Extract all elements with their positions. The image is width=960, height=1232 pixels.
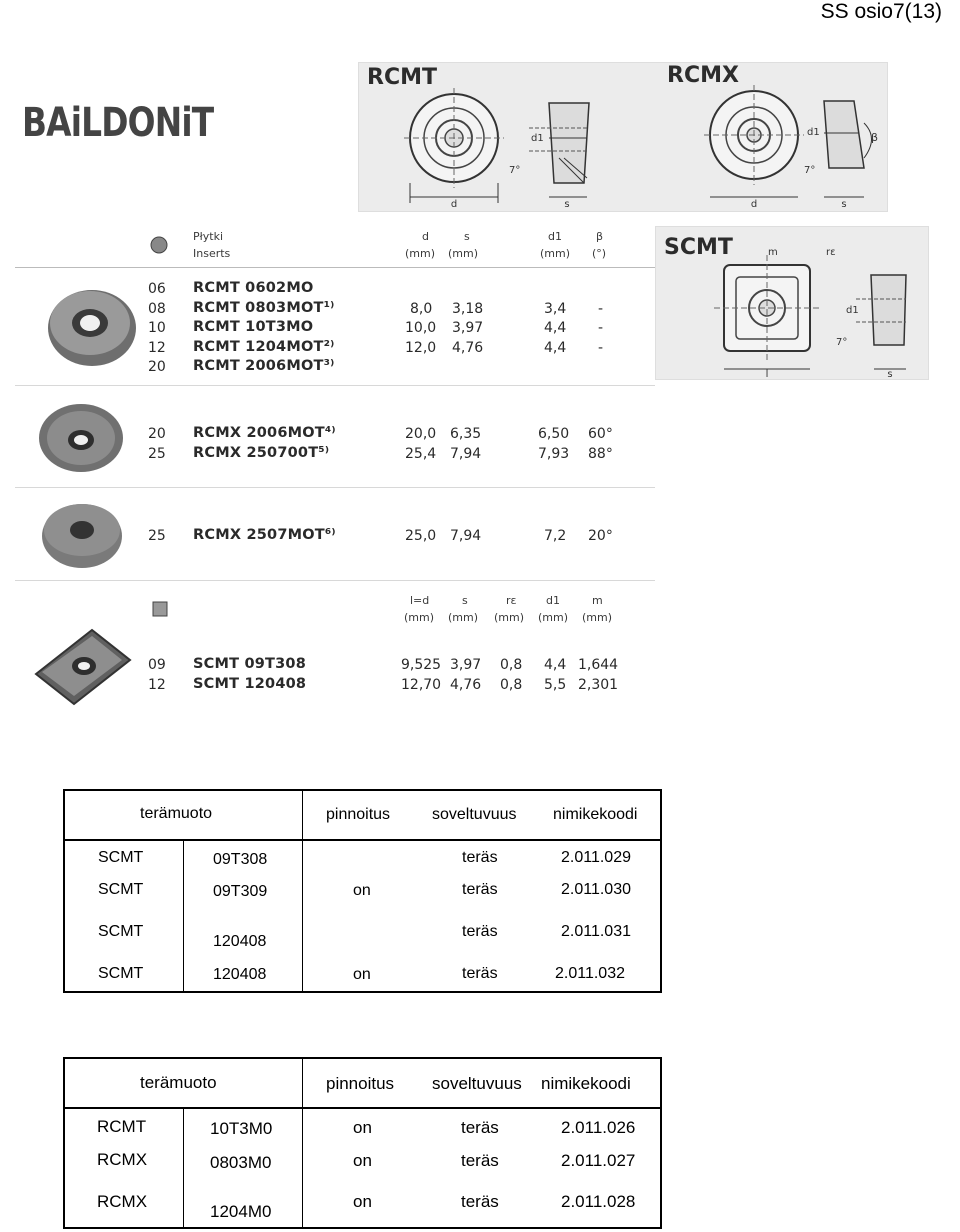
insert-beta: 60° xyxy=(588,426,613,442)
insert-s: 3,97 xyxy=(452,320,484,336)
cell-size: 1204M0 xyxy=(210,1202,272,1221)
cell-suitability: teräs xyxy=(461,1118,499,1137)
cell-coating: on xyxy=(353,1118,372,1137)
col-header-beta: β xyxy=(596,230,604,243)
insert-m: 1,644 xyxy=(578,657,619,673)
insert-d1: 4,4 xyxy=(544,657,567,673)
cell-code: 2.011.030 xyxy=(561,881,631,898)
svg-text:l: l xyxy=(765,369,769,379)
cell-code: 2.011.026 xyxy=(561,1118,636,1137)
insert-s: 7,94 xyxy=(450,528,482,544)
svg-text:s: s xyxy=(887,369,893,379)
cell-code: 2.011.028 xyxy=(561,1192,636,1211)
cell-code: 2.011.029 xyxy=(561,849,631,866)
insert-d1: 6,50 xyxy=(538,426,570,442)
insert-size: 09 xyxy=(148,657,166,673)
svg-text:7°: 7° xyxy=(509,165,521,176)
insert-code: RCMT 0602MO xyxy=(193,280,314,296)
col-header-d1-unit: (mm) xyxy=(538,611,569,624)
scmt-drawing-panel xyxy=(655,226,929,380)
insert-d1: 3,4 xyxy=(544,301,567,317)
cell-type: SCMT xyxy=(98,965,144,982)
svg-text:s: s xyxy=(841,199,847,210)
col-header-l: l=d xyxy=(410,594,430,607)
col-header-s: s xyxy=(464,230,470,243)
cell-coating: on xyxy=(353,1151,372,1170)
square-insert-icon xyxy=(150,598,170,622)
insert-re: 0,8 xyxy=(500,657,523,673)
svg-text:rε: rε xyxy=(826,247,836,258)
rcmt-insert-photo xyxy=(40,283,140,373)
header-shape: terämuoto xyxy=(140,805,213,822)
insert-size: 10 xyxy=(148,320,166,336)
svg-text:d1: d1 xyxy=(807,127,820,138)
insert-l: 9,525 xyxy=(401,657,442,673)
svg-text:d: d xyxy=(450,199,458,210)
col-header-l-unit: (mm) xyxy=(404,611,435,624)
insert-size: 25 xyxy=(148,446,166,462)
rcmx-2507-insert-photo xyxy=(40,498,124,570)
cell-suitability: teräs xyxy=(462,881,498,898)
catalog-separator xyxy=(15,267,655,268)
cell-suitability: teräs xyxy=(462,849,498,866)
inserts-label-en: Inserts xyxy=(193,247,231,260)
table-header-divider xyxy=(63,1107,662,1109)
cell-type: SCMT xyxy=(98,881,144,898)
col-header-s-unit: (mm) xyxy=(448,247,479,260)
svg-text:d1: d1 xyxy=(531,133,544,144)
rcmx-drawing-title: RCMX xyxy=(667,63,739,88)
insert-code: SCMT 120408 xyxy=(193,676,307,692)
col-header-s: s xyxy=(462,594,468,607)
insert-d1: 4,4 xyxy=(544,320,567,336)
col-header-beta-unit: (°) xyxy=(592,247,607,260)
col-header-d1-unit: (mm) xyxy=(540,247,571,260)
insert-d1: 7,93 xyxy=(538,446,570,462)
svg-text:7°: 7° xyxy=(836,337,848,348)
col-header-re-unit: (mm) xyxy=(494,611,525,624)
col-header-re: rε xyxy=(506,594,517,607)
insert-d: 25,0 xyxy=(405,528,437,544)
insert-size: 12 xyxy=(148,677,166,693)
insert-beta: - xyxy=(598,320,604,336)
insert-size: 20 xyxy=(148,359,166,375)
page-label: SS osio7(13) xyxy=(820,0,942,23)
insert-d: 12,0 xyxy=(405,340,437,356)
catalog-separator xyxy=(15,385,655,386)
cell-code: 2.011.032 xyxy=(555,965,625,982)
cell-size: 0803M0 xyxy=(210,1153,272,1172)
rcmt-rcmx-drawing-panel xyxy=(358,62,888,212)
svg-text:m: m xyxy=(768,247,778,258)
insert-d: 25,4 xyxy=(405,446,437,462)
cell-type: SCMT xyxy=(98,849,144,866)
header-suitability: soveltuvuus xyxy=(432,806,517,823)
col-header-d-unit: (mm) xyxy=(405,247,436,260)
baildonit-logo: BAiLDONiT xyxy=(22,100,214,146)
round-insert-icon xyxy=(148,234,170,256)
cell-coating: on xyxy=(353,966,371,983)
table-col-divider xyxy=(302,789,303,839)
insert-code: RCMX 250700T⁵⁾ xyxy=(193,445,330,461)
cell-size: 120408 xyxy=(213,966,267,983)
header-item-code: nimikekoodi xyxy=(553,806,638,823)
table-col-divider xyxy=(183,1108,184,1229)
insert-d1: 4,4 xyxy=(544,340,567,356)
insert-beta: 88° xyxy=(588,446,613,462)
insert-l: 12,70 xyxy=(401,677,442,693)
insert-code: RCMX 2006MOT⁴⁾ xyxy=(193,425,336,441)
insert-size: 25 xyxy=(148,528,166,544)
col-header-d1: d1 xyxy=(546,594,560,607)
insert-size: 20 xyxy=(148,426,166,442)
svg-text:d: d xyxy=(750,199,758,210)
insert-code: RCMT 10T3MO xyxy=(193,319,314,335)
insert-s: 7,94 xyxy=(450,446,482,462)
header-shape: terämuoto xyxy=(140,1073,217,1092)
insert-code: RCMT 1204MOT²⁾ xyxy=(193,339,335,355)
rcmt-rcmx-technical-drawing xyxy=(359,63,887,211)
scmt-drawing-title: SCMT xyxy=(664,235,733,260)
insert-code: RCMT 0803MOT¹⁾ xyxy=(193,300,335,316)
insert-code: RCMX 2507MOT⁶⁾ xyxy=(193,527,336,543)
cell-type: SCMT xyxy=(98,923,144,940)
insert-s: 3,97 xyxy=(450,657,482,673)
cell-size: 09T308 xyxy=(213,851,268,868)
catalog-separator xyxy=(15,487,655,488)
col-header-m-unit: (mm) xyxy=(582,611,613,624)
cell-coating: on xyxy=(353,1192,372,1211)
cell-suitability: teräs xyxy=(461,1151,499,1170)
insert-s: 6,35 xyxy=(450,426,482,442)
insert-d: 20,0 xyxy=(405,426,437,442)
insert-d: 8,0 xyxy=(410,301,433,317)
cell-size: 10T3M0 xyxy=(210,1119,273,1138)
insert-s: 4,76 xyxy=(452,340,484,356)
header-suitability: soveltuvuus xyxy=(432,1074,522,1093)
insert-d1: 7,2 xyxy=(544,528,567,544)
svg-text:7°: 7° xyxy=(804,165,816,176)
cell-code: 2.011.031 xyxy=(561,923,631,940)
svg-text:β: β xyxy=(871,131,879,144)
scmt-technical-drawing xyxy=(656,227,928,379)
cell-suitability: teräs xyxy=(461,1192,499,1211)
table-col-divider xyxy=(302,840,303,993)
insert-size: 06 xyxy=(148,281,166,297)
insert-size: 12 xyxy=(148,340,166,356)
rcmx-insert-photo xyxy=(36,402,128,478)
header-coating: pinnoitus xyxy=(326,1074,395,1093)
col-header-s-unit: (mm) xyxy=(448,611,479,624)
col-header-m: m xyxy=(592,594,603,607)
col-header-d1: d1 xyxy=(548,230,562,243)
scmt-insert-photo xyxy=(30,624,134,710)
cell-suitability: teräs xyxy=(462,965,498,982)
insert-m: 2,301 xyxy=(578,677,619,693)
inserts-label-pl: Płytki xyxy=(193,230,224,243)
col-header-d: d xyxy=(422,230,429,243)
insert-d1: 5,5 xyxy=(544,677,567,693)
insert-s: 4,76 xyxy=(450,677,482,693)
cell-type: RCMT xyxy=(97,1117,147,1136)
rcmt-drawing-title: RCMT xyxy=(367,65,437,90)
cell-type: RCMX xyxy=(97,1150,148,1169)
cell-coating: on xyxy=(353,882,371,899)
insert-s: 3,18 xyxy=(452,301,484,317)
table-col-divider xyxy=(302,1108,303,1229)
cell-suitability: teräs xyxy=(462,923,498,940)
cell-size: 09T309 xyxy=(213,883,268,900)
cell-size: 120408 xyxy=(213,933,267,950)
header-item-code: nimikekoodi xyxy=(541,1074,631,1093)
insert-d: 10,0 xyxy=(405,320,437,336)
svg-text:d1: d1 xyxy=(846,305,859,316)
insert-code: RCMT 2006MOT³⁾ xyxy=(193,358,335,374)
insert-code: SCMT 09T308 xyxy=(193,656,306,672)
table-col-divider xyxy=(183,840,184,993)
table-col-divider xyxy=(302,1057,303,1107)
insert-re: 0,8 xyxy=(500,677,523,693)
catalog-separator xyxy=(15,580,655,581)
svg-text:s: s xyxy=(564,199,570,210)
cell-type: RCMX xyxy=(97,1192,148,1211)
header-coating: pinnoitus xyxy=(326,806,391,823)
insert-beta: 20° xyxy=(588,528,613,544)
insert-size: 08 xyxy=(148,301,166,317)
cell-code: 2.011.027 xyxy=(561,1151,636,1170)
insert-beta: - xyxy=(598,301,604,317)
table-header-divider xyxy=(63,839,662,841)
insert-beta: - xyxy=(598,340,604,356)
